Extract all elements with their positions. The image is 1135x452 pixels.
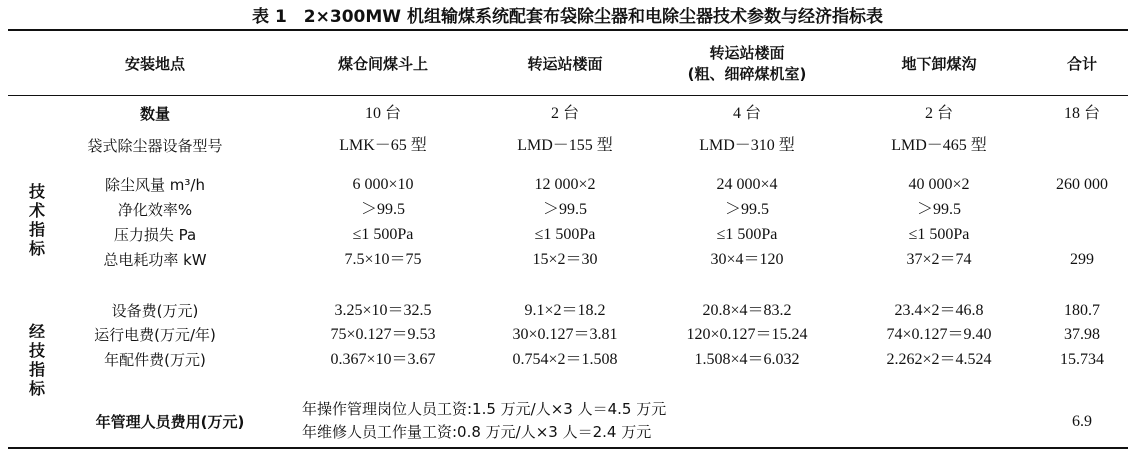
header-total: 合计 — [1066, 55, 1097, 73]
row-label: 净化效率% — [117, 201, 193, 219]
row-value: ＞99.5 — [360, 201, 405, 218]
row-total: 299 — [1070, 251, 1094, 268]
group-label-technical-char: 术 — [28, 201, 45, 220]
group-label-technical-char: 标 — [28, 239, 45, 258]
row-value: 4 台 — [732, 105, 761, 122]
row-label: 设备费(万元) — [111, 302, 199, 320]
row-value: 12 000×2 — [534, 176, 596, 193]
row-value: 37×2＝74 — [906, 251, 972, 268]
group-label-economic-char: 技 — [28, 341, 45, 360]
group-label-technical — [26, 180, 48, 260]
row-value: 75×0.127＝9.53 — [330, 326, 436, 343]
header-column-line2: (粗、细碎煤机室) — [687, 65, 807, 83]
row-value: 0.367×10＝3.67 — [330, 351, 436, 368]
row-value: 30×4＝120 — [710, 251, 784, 268]
row-value: 15×2＝30 — [532, 251, 598, 268]
row-label: 运行电费(万元/年) — [94, 326, 216, 344]
row-value: 23.4×2＝46.8 — [894, 302, 984, 319]
header-location: 安装地点 — [124, 55, 185, 73]
top-rule — [8, 29, 1128, 31]
row-value: 3.25×10＝32.5 — [334, 302, 432, 319]
row-value: ≤1 500Pa — [352, 226, 414, 243]
row-label: 年配件费(万元) — [104, 351, 206, 369]
row-value: LMD－310 型 — [699, 137, 795, 154]
row-value: LMD－155 型 — [517, 137, 613, 154]
header-column-line1: 转运站楼面 — [709, 44, 785, 62]
management-note-line2: 年维修人员工作量工资:0.8 万元/人×3 人＝2.4 万元 — [302, 423, 652, 441]
row-total: 15.734 — [1060, 351, 1104, 368]
row-value: 120×0.127＝15.24 — [686, 326, 808, 343]
group-label-economic-char: 标 — [28, 379, 45, 398]
row-total: 18 台 — [1063, 105, 1100, 122]
table-caption: 表 1 2×300MW 机组输煤系统配套布袋除尘器和电除尘器技术参数与经济指标表 — [252, 7, 883, 27]
row-value: ＞99.5 — [724, 201, 769, 218]
row-total: 37.98 — [1064, 326, 1100, 343]
row-value: ＞99.5 — [542, 201, 587, 218]
group-label-technical-char: 指 — [28, 220, 45, 239]
row-label: 除尘风量 m³/h — [105, 176, 205, 194]
row-value: 20.8×4＝83.2 — [702, 302, 792, 319]
row-value: LMK－65 型 — [339, 137, 427, 154]
row-total: 260 000 — [1056, 176, 1108, 193]
header-column-3 — [652, 36, 842, 92]
management-total: 6.9 — [1072, 413, 1092, 430]
management-label: 年管理人员费用(万元) — [95, 413, 245, 431]
row-value: 6 000×10 — [352, 176, 414, 193]
row-value: ≤1 500Pa — [716, 226, 778, 243]
bottom-rule — [8, 447, 1128, 449]
row-value: 0.754×2＝1.508 — [512, 351, 618, 368]
row-value: 74×0.127＝9.40 — [886, 326, 992, 343]
row-value: 10 台 — [364, 105, 401, 122]
header-rule — [8, 95, 1128, 96]
header-column-4: 地下卸煤沟 — [901, 55, 977, 73]
row-label: 总电耗功率 kW — [103, 251, 207, 269]
row-value: 2 台 — [550, 105, 579, 122]
group-label-technical-char: 技 — [28, 182, 45, 201]
header-column-2: 转运站楼面 — [527, 55, 603, 73]
row-value: ≤1 500Pa — [908, 226, 970, 243]
row-value: 30×0.127＝3.81 — [512, 326, 618, 343]
header-column-1: 煤仓间煤斗上 — [337, 55, 428, 73]
row-label: 压力损失 Pa — [113, 226, 197, 244]
row-value: 2 台 — [924, 105, 953, 122]
row-value: ≤1 500Pa — [534, 226, 596, 243]
row-value: 2.262×2＝4.524 — [886, 351, 992, 368]
row-value: 1.508×4＝6.032 — [694, 351, 800, 368]
row-value: 40 000×2 — [908, 176, 970, 193]
row-value: 24 000×4 — [716, 176, 778, 193]
management-note-line1: 年操作管理岗位人员工资:1.5 万元/人×3 人＝4.5 万元 — [302, 400, 667, 418]
row-value: 7.5×10＝75 — [344, 251, 422, 268]
row-label: 数量 — [139, 105, 170, 123]
row-label: 袋式除尘器设备型号 — [87, 137, 223, 155]
row-value: ＞99.5 — [916, 201, 961, 218]
group-label-economic — [26, 320, 48, 400]
group-label-economic-char: 经 — [28, 322, 45, 341]
row-value: LMD－465 型 — [891, 137, 987, 154]
row-value: 9.1×2＝18.2 — [524, 302, 606, 319]
row-total: 180.7 — [1064, 302, 1100, 319]
group-label-economic-char: 指 — [28, 360, 45, 379]
